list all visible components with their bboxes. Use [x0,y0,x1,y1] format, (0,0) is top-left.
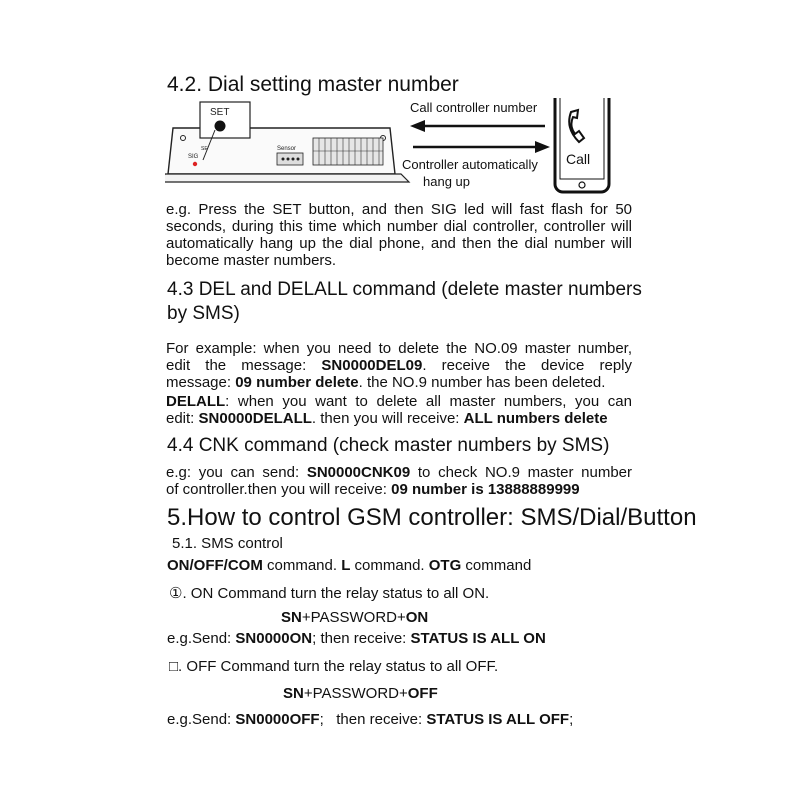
para-line: seconds, during this time which number dial controller, controller will [166,218,632,235]
para-line: DELALL: when you want to delete all master numbers, you can [166,393,632,410]
para-line: edit: SN0000DELALL. then you will receive: ALL numbers delete [166,410,608,427]
arrow-bottom-label-2: hang up [423,174,470,189]
para-line: automatically hang up the dial phone, and then the dial number will [166,235,632,252]
sms-command: SN0000ON [235,630,313,647]
sig-label: SIG [188,154,199,160]
off-command-description: □. OFF Command turn the relay status to all OFF. [169,658,499,675]
arrow-top-label: Call controller number [410,100,538,115]
on-command-example: e.g.Send: SN0000ON; then receive: STATUS IS ALL ON [167,630,546,647]
sms-command: SN0000CNK09 [306,464,411,481]
sms-command: SN0000DELALL [198,410,312,427]
reply-text: ALL numbers delete [463,410,608,427]
reply-text: STATUS IS ALL ON [410,630,546,647]
section-4-2-heading: 4.2. Dial setting master number [167,73,459,96]
section-4-3-paragraph-1 [166,340,632,391]
reply-text: 09 number is 13888889999 [391,481,580,498]
para-line: For example: when you need to delete the NO.09 master number, [166,340,632,357]
sensor-label: Sensor [277,146,297,152]
dial-setting-figure [165,98,625,198]
off-command-format: SN+PASSWORD+OFF [283,685,438,702]
set-button-icon [215,121,226,132]
section-5-1-subheading: 5.1. SMS control [172,535,283,552]
section-4-3-heading-line2: by SMS) [167,303,240,324]
reply-text: 09 number delete [235,374,359,391]
para-line: of controller.then you will receive: 09 number is 13888889999 [166,481,580,498]
sig-led-icon [193,162,197,166]
section-4-3-paragraph-2 [166,393,632,427]
sms-command: SN0000DEL09 [321,357,423,374]
para-line: edit the message: SN0000DEL09. receive the device reply [166,357,633,374]
on-command-description: ①. ON Command turn the relay status to all ON. [169,585,490,602]
call-controller-arrow [410,120,545,132]
command-summary: ON/OFF/COM command. L command. OTG command [167,557,532,574]
hang-up-arrow [413,141,550,153]
set-label: SET [210,107,230,118]
phone-call-label: Call [566,151,591,167]
section-4-4-heading: 4.4 CNK command (check master numbers by SMS) [167,435,610,456]
section-4-3-heading-line1: 4.3 DEL and DELALL command (delete master numbers [167,279,642,300]
section-5-heading: 5.How to control GSM controller: SMS/Dial/Button [167,504,697,531]
reply-text: STATUS IS ALL OFF [426,711,570,728]
para-line: e.g: you can send: SN0000CNK09 to check NO.9 master number [166,464,633,481]
se-label: SE [201,146,208,152]
section-4-2-paragraph [166,201,632,269]
arrow-bottom-label-1: Controller automatically [402,157,538,172]
para-line: e.g. Press the SET button, and then SIG led will fast flash for 50 [166,201,632,218]
section-4-4-paragraph [166,464,632,498]
sms-command: SN0000OFF [235,711,320,728]
para-line: message: 09 number delete. the NO.9 number has been deleted. [166,374,606,391]
terminal-block [313,138,383,165]
off-command-example: e.g.Send: SN0000OFF; then receive: STATUS IS ALL OFF; [167,711,574,728]
mobile-phone-icon [555,98,609,192]
para-line: become master numbers. [166,252,337,269]
on-command-format: SN+PASSWORD+ON [281,609,429,626]
